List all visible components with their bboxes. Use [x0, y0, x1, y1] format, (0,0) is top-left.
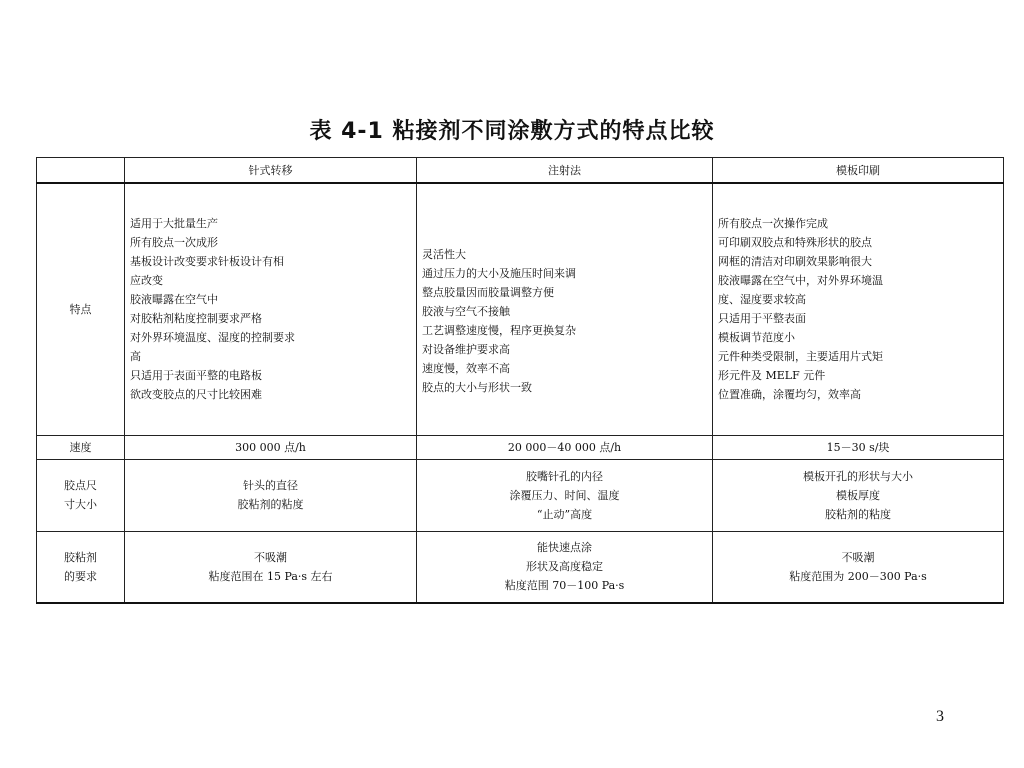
- cell-adhesive-pin: [125, 531, 417, 603]
- text-line: 对胶粘剂粘度控制要求严格: [130, 312, 262, 326]
- text-line: 模板厚度: [836, 488, 880, 502]
- header-empty: [37, 158, 125, 184]
- text-line: 应改变: [130, 274, 163, 288]
- header-pin-transfer: 针式转移: [125, 158, 417, 184]
- text-line: 度、湿度要求较高: [718, 293, 806, 307]
- text-line: 粘度范围在 15 Pa·s 左右: [208, 569, 333, 583]
- text-line: 不吸潮: [841, 550, 875, 564]
- text-line: 可印刷双胶点和特殊形状的胶点: [718, 236, 872, 250]
- text-line: 整点胶量因而胶量调整方便: [422, 285, 554, 299]
- row-label-adhesive: [37, 531, 125, 603]
- cell-size-syringe: [417, 459, 713, 531]
- cell-size-stencil: [713, 459, 1004, 531]
- cell-features-syringe: [417, 183, 713, 435]
- text-line: 胶嘴针孔的内径: [526, 469, 603, 483]
- cell-speed-syringe: 20 000－40 000 点/h: [417, 435, 713, 459]
- header-row: [37, 158, 1004, 184]
- label-line: 胶点尺: [64, 479, 97, 492]
- row-speed: [37, 435, 1004, 459]
- cell-features-stencil: [713, 183, 1004, 435]
- text-line: 胶液与空气不接触: [422, 304, 510, 318]
- text-line: 元件种类受限制，主要适用片式矩: [718, 350, 883, 364]
- text-line: 不吸潮: [254, 550, 287, 564]
- row-features: [37, 183, 1004, 435]
- text-line: 所有胶点一次操作完成: [718, 217, 828, 231]
- label-line: 胶粘剂: [64, 550, 97, 564]
- label-line: 寸大小: [64, 498, 97, 511]
- text-line: 粘度范围 70－100 Pa·s: [504, 579, 625, 593]
- row-label-features: 特点: [37, 183, 125, 435]
- text-line: 对外界环境温度、湿度的控制要求: [130, 331, 295, 345]
- cell-size-pin: [125, 459, 417, 531]
- cell-speed-stencil: 15－30 s/块: [713, 435, 1004, 459]
- text-line: 形元件及 MELF 元件: [718, 369, 826, 383]
- row-dot-size: [37, 459, 1004, 531]
- cell-speed-pin: 300 000 点/h: [125, 435, 417, 459]
- text-line: 高: [130, 350, 141, 364]
- text-line: 灵活性大: [422, 247, 466, 261]
- page-number: 3: [936, 708, 944, 725]
- text-line: 胶粘剂的粘度: [237, 498, 304, 511]
- text-line: 工艺调整速度慢，程序更换复杂: [422, 323, 576, 337]
- text-line: 针头的直径: [243, 479, 298, 492]
- text-line: 对设备维护要求高: [422, 342, 510, 356]
- row-label-speed: 速度: [37, 435, 125, 459]
- text-line: 能快速点涂: [537, 541, 592, 555]
- text-line: 胶粘剂的粘度: [825, 507, 891, 521]
- row-adhesive-requirements: [37, 531, 1004, 603]
- header-syringe: 注射法: [417, 158, 713, 184]
- text-line: 速度慢，效率不高: [422, 361, 510, 375]
- text-line: 只适用于平整表面: [718, 312, 806, 326]
- text-line: 胶点的大小与形状一致: [422, 380, 532, 394]
- table-caption: 表 4-1 粘接剂不同涂敷方式的特点比较: [309, 119, 715, 144]
- text-line: 胶液曝露在空气中: [130, 293, 218, 307]
- text-line: 胶液曝露在空气中，对外界环境温: [718, 274, 883, 288]
- text-line: 适用于大批量生产: [130, 217, 218, 231]
- text-line: 网框的清洁对印刷效果影响很大: [718, 255, 872, 269]
- text-line: 模板开孔的形状与大小: [803, 469, 913, 483]
- text-line: 只适用于表面平整的电路板: [130, 369, 262, 383]
- text-line: 位置准确，涂覆均匀，效率高: [718, 388, 861, 402]
- text-line: 欲改变胶点的尺寸比较困难: [130, 388, 262, 402]
- comparison-table: [36, 157, 1004, 604]
- text-line: 形状及高度稳定: [526, 560, 603, 574]
- text-line: 基板设计改变要求针板设计有相: [130, 255, 284, 269]
- header-stencil-print: 模板印刷: [713, 158, 1004, 184]
- cell-adhesive-syringe: [417, 531, 713, 603]
- text-line: 涂覆压力、时间、温度: [509, 488, 620, 502]
- label-line: 的要求: [64, 569, 97, 583]
- cell-adhesive-stencil: [713, 531, 1004, 603]
- text-line: 通过压力的大小及施压时间来调: [422, 266, 576, 280]
- text-line: “止动”高度: [536, 507, 593, 521]
- text-line: 所有胶点一次成形: [130, 236, 218, 250]
- text-line: 模板调节范度小: [718, 331, 795, 345]
- row-label-dot-size: [37, 459, 125, 531]
- cell-features-pin: [125, 183, 417, 435]
- text-line: 粘度范围为 200－300 Pa·s: [789, 569, 927, 583]
